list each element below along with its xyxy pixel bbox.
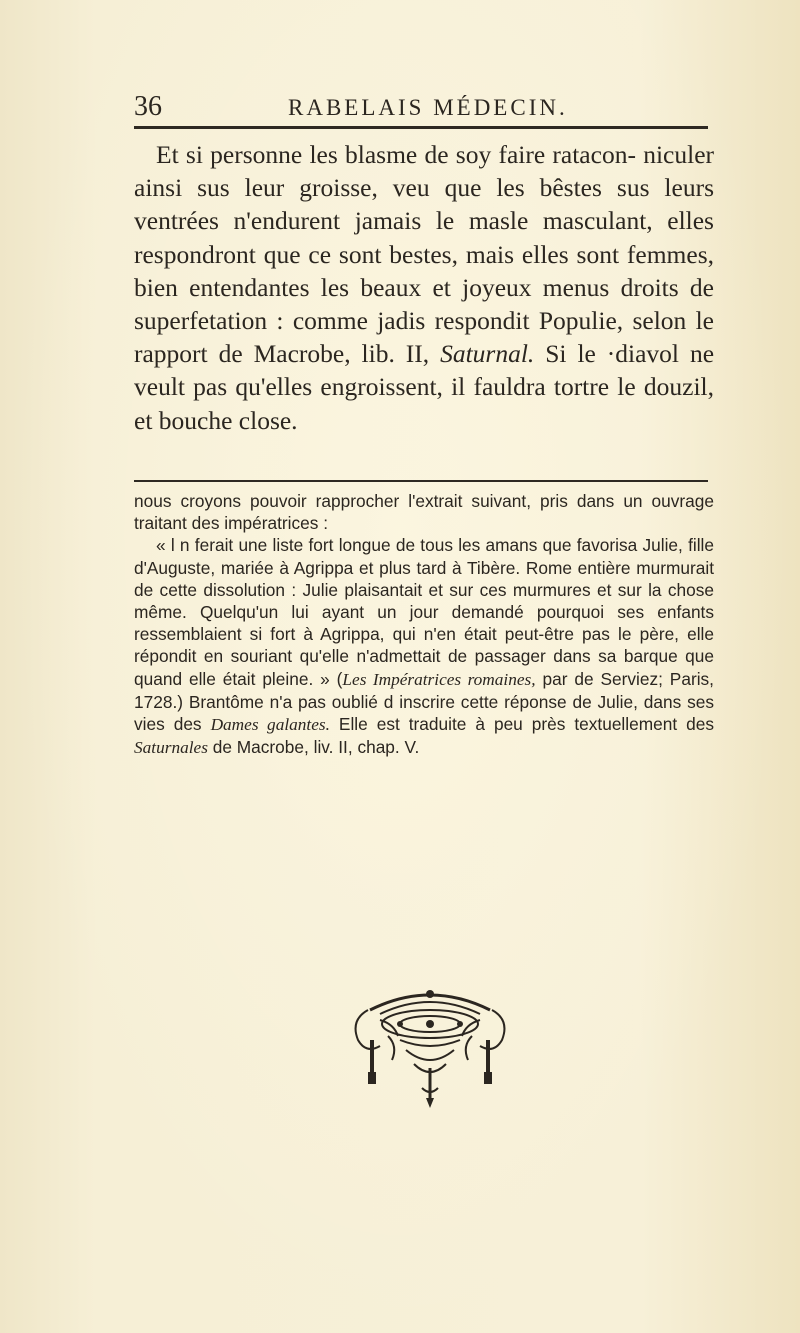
book-title-italic: Les Impératrices romaines,	[342, 669, 536, 689]
footnote-text: « l n ferait une liste fort longue de tous les amans que favorisa Julie, fille d'Auguste, mariée à Agrippa et plus tard à Tibère. Rome entière murmurait de cette dissolution : Julie plaisantait et sur ces murmures et sur la chose même. Quelqu'un lui ayant un jour demandé pourquoi ses enfants ressemblaient si fort à Agrippa, qui n'en était peut-être pas le père, elle répondit en souriant qu'elle n'admettait de passager dans sa barque que quand elle était pleine. » (	[134, 535, 714, 689]
main-text-line: veult pas qu'elles engroissent, il fauldra tortre le	[134, 372, 636, 402]
footnote-paragraph: nous croyons pouvoir rapprocher l'extrait suivant, pris dans un ouvrage traitant des impératrices :	[134, 491, 714, 534]
footnote-text: par de Serviez; Paris, 1728.) Brantôme n'a pas oublié d inscrire cette réponse de Julie, dans ses vies des	[134, 668, 714, 735]
footnote-rule	[134, 480, 708, 482]
main-text-line: comme jadis respondit Populie, selon le rapport	[134, 306, 715, 369]
footnote-quote-paragraph	[134, 534, 714, 759]
main-text-line: de Macrobe, lib. II,	[218, 339, 441, 369]
footnote-block	[134, 490, 714, 759]
main-text-block	[134, 138, 714, 437]
footnote-text: de Macrobe, liv. II, chap. V.	[207, 737, 420, 758]
book-title-italic: Dames galantes.	[210, 715, 330, 735]
saturnal-italic: Saturnal.	[440, 339, 535, 369]
header-rule	[134, 126, 708, 129]
page-header	[128, 90, 708, 130]
main-text-line: mais elles sont femmes, bien entendantes les	[134, 239, 715, 302]
main-text-line: Si le ·diavol ne	[534, 339, 715, 369]
running-title: RABELAIS MÉDECIN.	[288, 95, 568, 120]
footnote-text: Elle est traduite à peu près textuellement des	[329, 714, 714, 735]
main-text-line: douzil, et bouche close.	[134, 372, 715, 435]
main-text-line: beaux et joyeux menus droits de superfetation :	[134, 272, 714, 336]
main-text-line: masculant, elles respondront que ce sont bestes,	[134, 206, 714, 269]
page-number: 36	[134, 91, 162, 122]
fleuron-ornament-icon	[340, 980, 520, 1108]
book-title-italic: Saturnales	[134, 738, 208, 758]
main-text-line: sus leurs ventrées n'endurent jamais le masle	[134, 173, 715, 236]
main-text-line: niculer ainsi sus leur groisse, veu que les bêstes	[134, 140, 715, 203]
main-text-line: Et si personne les blasme de soy faire ratacon-	[156, 140, 636, 169]
